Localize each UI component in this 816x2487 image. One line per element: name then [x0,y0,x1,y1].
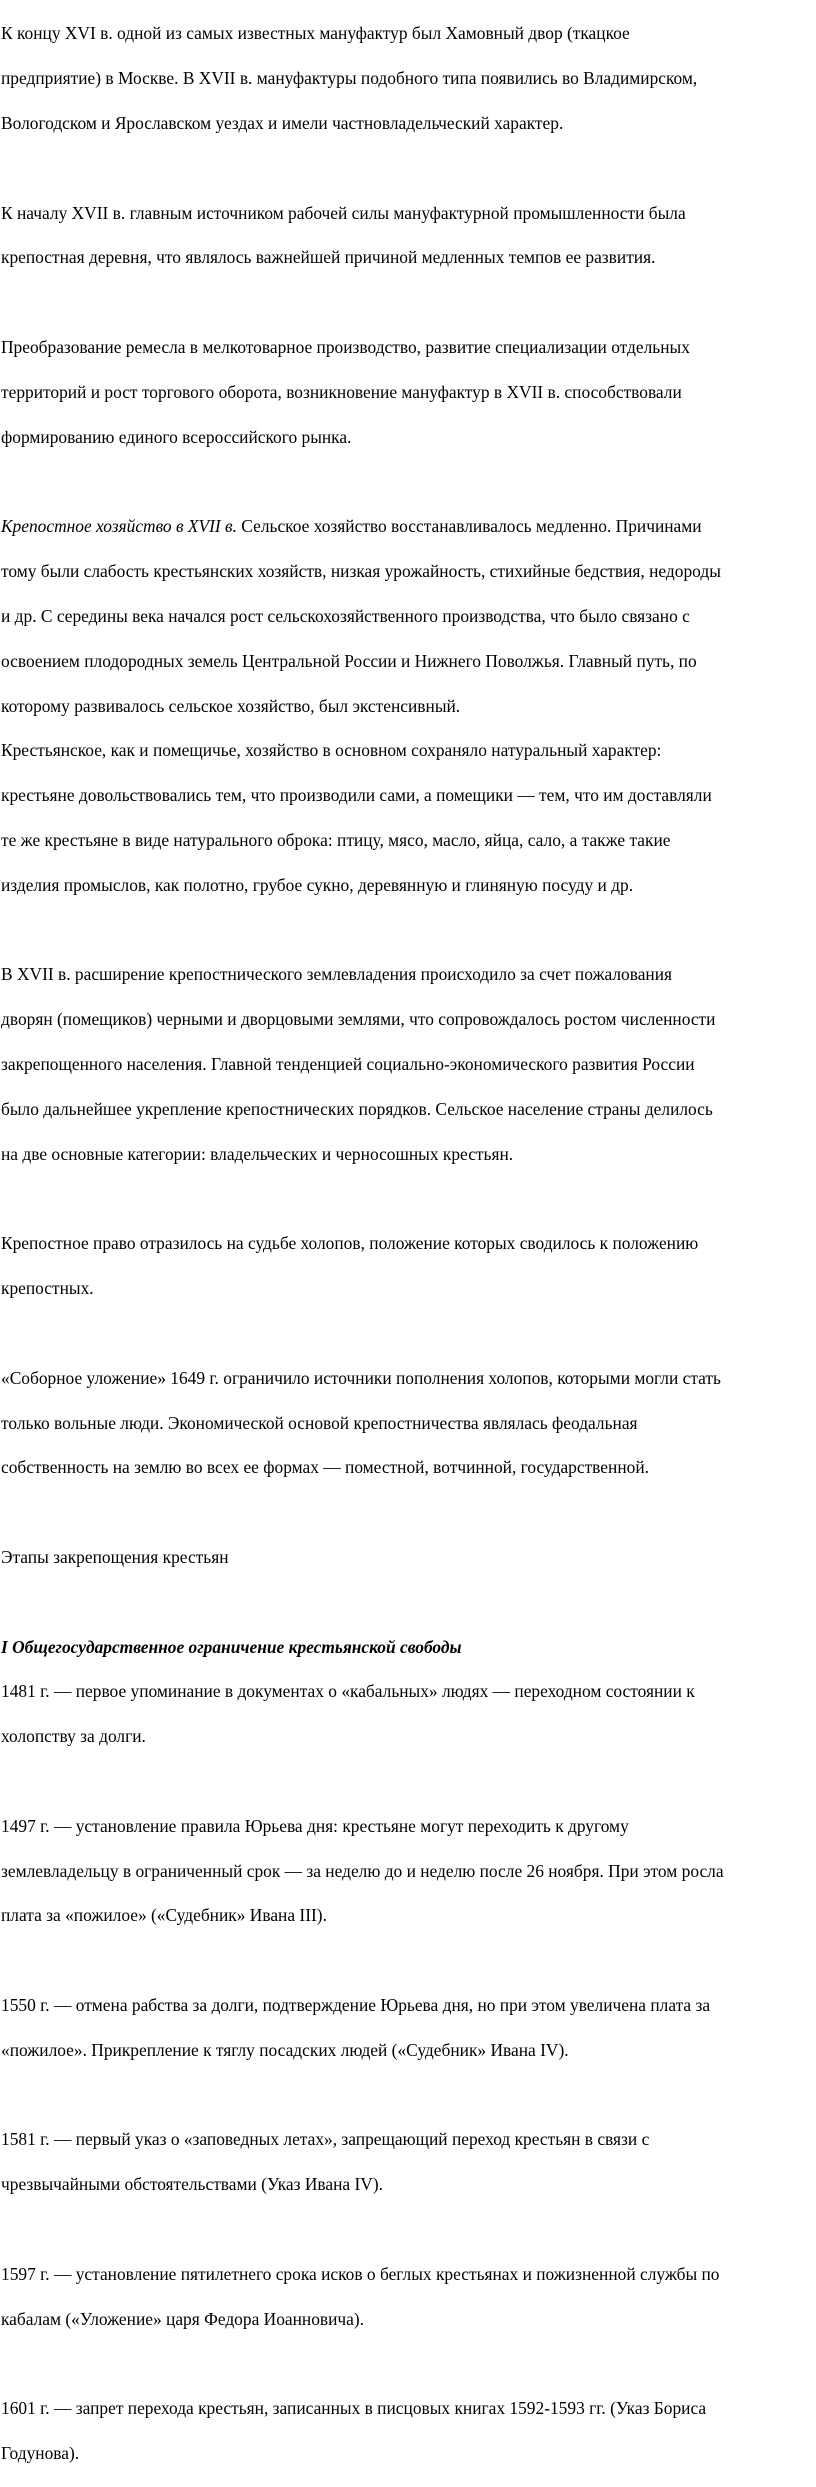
section-heading-stages [1,1524,812,1591]
paragraph-land-ownership [1,941,812,1187]
paragraph-gap [1,2084,812,2106]
paragraph-gap [1,471,812,493]
text-line: освоением плодородных земель Центральной России и Нижнего Поволжья. Главный путь, по [1,650,697,671]
text-line: «пожилое». Прикрепление к тяглу посадских людей («Судебник» Ивана IV). [1,2039,569,2060]
text-line: дворян (помещиков) черными и дворцовыми землями, что сопровождалось ростом численности [1,1009,716,1030]
text-line: землевладельцу в ограниченный срок — за неделю до и неделю после 26 ноября. При этом росла [1,1860,724,1881]
text-line: предприятие) в Москве. В XVII в. мануфактуры подобного типа появились во Владимирском, [1,68,698,89]
paragraph-labor-source [1,179,812,291]
paragraph-gap [1,2218,812,2240]
text-line: Крепостное право отразилось на судьбе холопов, положение которых сводилось к положению [1,1233,699,1254]
text-line: К началу XVII в. главным источником рабочей силы мануфактурной промышленности была [1,202,686,223]
paragraph-gap [1,1949,812,1971]
text-line: крепостная деревня, что являлось важнейшей причиной медленных темпов ее развития. [1,247,656,268]
paragraph-1550 [1,1972,812,2084]
text-line: Вологодском и Ярославском уездах и имели частновладельческий характер. [1,113,564,134]
text-line: формированию единого всероссийского рынка. [1,426,352,447]
paragraph-gap [1,1322,812,1344]
stage-heading: I Общегосударственное ограничение крестьянской свободы [1,1636,462,1657]
text-line: Годунова). [1,2443,80,2464]
section-title-italic: Крепостное хозяйство в XVII в. [1,516,237,537]
text-line: 1550 г. — отмена рабства за долги, подтверждение Юрьева дня, но при этом увеличена плата за [1,1995,711,2015]
text-span: Сельское хозяйство восстанавливалось медленно. Причинами [236,516,702,537]
paragraph-gap [1,2352,812,2374]
paragraph-gap [1,157,812,179]
paragraph-1581 [1,2106,812,2218]
text-line: Крестьянское, как и помещичье, хозяйство в основном сохраняло натуральный характер: [1,740,662,761]
paragraph-1597 [1,2240,812,2352]
paragraph-1497 [1,1792,812,1949]
text-line: и др. С середины века начался рост сельскохозяйственного производства, что было связано с [1,605,690,626]
text-line: В XVII в. расширение крепостнического землевладения происходило за счет пожалования [1,964,673,985]
text-line: собственность на землю во всех ее формах — поместной, вотчинной, государственной. [1,1457,649,1478]
text-line: холопству за долги. [1,1726,146,1747]
text-line: крестьяне довольствовались тем, что производили сами, а помещики — тем, что им доставляли [1,785,712,806]
text-line: которому развивалось сельское хозяйство, был экстенсивный. [1,695,461,716]
text-line: Этапы закрепощения крестьян [1,1546,229,1567]
paragraph-serf-economy [1,493,812,919]
text-line: изделия промыслов, как полотно, грубое сукно, деревянную и глиняную посуду и др. [1,874,634,895]
text-line: только вольные люди. Экономической основой крепостничества являлась феодальная [1,1412,638,1433]
paragraph-gap [1,919,812,941]
paragraph-manufactures [1,0,812,157]
paragraph-market [1,314,812,471]
text-line: закрепощенного населения. Главной тенденцией социально-экономического развития России [1,1054,695,1075]
text-line: 1581 г. — первый указ о «заповедных летах», запрещающий переход крестьян в связи с [1,2129,650,2150]
paragraph-sobornoe-ulozhenie [1,1344,812,1501]
text-line: 1601 г. — запрет перехода крестьян, записанных в писцовых книгах 1592-1593 гг. (Указ Бориса [1,2398,707,2419]
text-line: тому были слабость крестьянских хозяйств, низкая урожайность, стихийные бедствия, недороды [1,561,721,582]
paragraph-gap [1,1591,812,1613]
text-line: те же крестьяне в виде натурального оброка: птицу, мясо, масло, яйца, сало, а также такие [1,829,671,850]
paragraph-stage-one [1,1613,812,1770]
paragraph-gap [1,1187,812,1209]
paragraph-1601 [1,2375,812,2487]
text-line: территорий и рост торгового оборота, возникновение мануфактур в XVII в. способствовали [1,381,682,402]
text-line: кабалам («Уложение» царя Федора Иоанновича). [1,2308,365,2329]
text-line: 1597 г. — установление пятилетнего срока исков о беглых крестьянах и пожизненной службы по [1,2263,720,2284]
text-line: 1481 г. — первое упоминание в документах о «кабальных» людях — переходном состоянии к [1,1681,695,1702]
paragraph-gap [1,1501,812,1523]
text-line: было дальнейшее укрепление крепостнических порядков. Сельское население страны делилось [1,1098,713,1119]
paragraph-gap [1,291,812,313]
text-line: К концу XVI в. одной из самых известных мануфактур был Хамовный двор (ткацкое [1,23,630,44]
text-line: чрезвычайными обстоятельствами (Указ Ивана IV). [1,2174,383,2195]
text-line: «Соборное уложение» 1649 г. ограничило источники пополнения холопов, которыми могли стать [1,1367,721,1388]
text-line: крепостных. [1,1278,94,1299]
text-line [1,515,812,537]
text-line: Преобразование ремесла в мелкотоварное производство, развитие специализации отдельных [1,337,690,358]
paragraph-kholops [1,1210,812,1322]
text-line: 1497 г. — установление правила Юрьева дня: крестьяне могут переходить к другому [1,1815,629,1836]
paragraph-gap [1,1770,812,1792]
text-line: плата за «пожилое» («Судебник» Ивана III). [1,1905,327,1926]
text-line: на две основные категории: владельческих и черносошных крестьян. [1,1143,514,1164]
